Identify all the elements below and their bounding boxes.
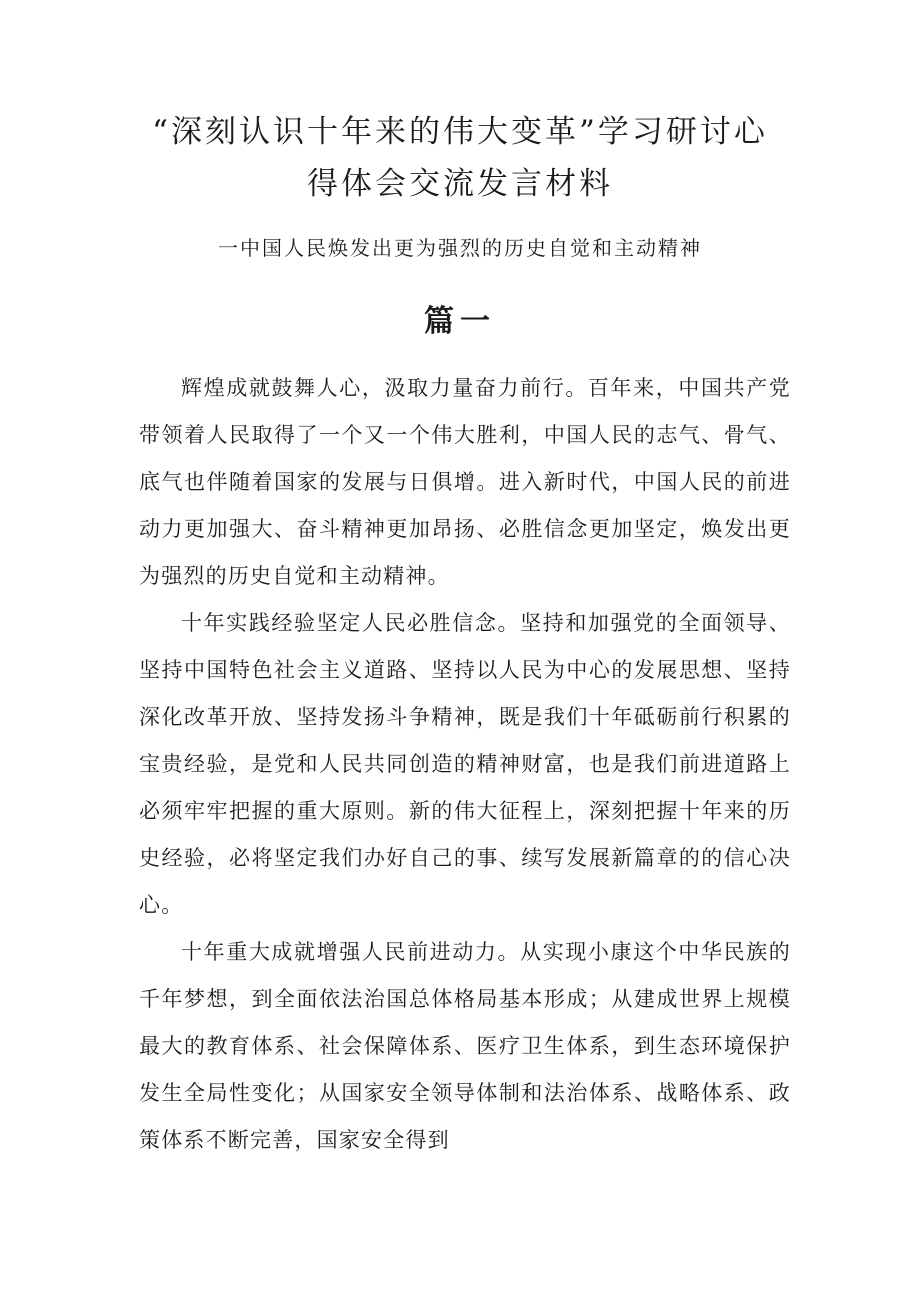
body-paragraph-3: 十年重大成就增强人民前进动力。从实现小康这个中华民族的千年梦想，到全面依法治国总体格局基本形成；从建成世界上规模最大的教育体系、社会保障体系、医疗卫生体系，到生态环境保护发生全局性变化；从国家安全领导体制和法治体系、战略体系、政策体系不断完善，国家安全得到: [139, 940, 791, 1152]
document-title-line-1: “深刻认识十年来的伟大变革”学习研讨心: [152, 114, 768, 150]
body-paragraph-1: 辉煌成就鼓舞人心，汲取力量奋力前行。百年来，中国共产党带领着人民取得了一个又一个伟大胜利，中国人民的志气、骨气、底气也伴随着国家的发展与日俱增。进入新时代，中国人民的前进动力更加强大、奋斗精神更加昂扬、必胜信念更加坚定，焕发出更为强烈的历史自觉和主动精神。: [139, 376, 791, 588]
document-subtitle: 一中国人民焕发出更为强烈的历史自觉和主动精神: [218, 236, 702, 260]
document-body: [139, 365, 791, 1164]
body-paragraph-2: 十年实践经验坚定人民必胜信念。坚持和加强党的全面领导、坚持中国特色社会主义道路、坚持以人民为中心的发展思想、坚持深化改革开放、坚持发扬斗争精神，既是我们十年砥砺前行积累的宝贵经验，是党和人民共同创造的精神财富，也是我们前进道路上必须牢牢把握的重大原则。新的伟大征程上，深刻把握十年来的历史经验，必将坚定我们办好自己的事、续写发展新篇章的的信心决心。: [139, 611, 791, 917]
section-heading: 篇一: [424, 304, 496, 339]
document-title-line-2: 得体会交流发言材料: [307, 166, 613, 202]
